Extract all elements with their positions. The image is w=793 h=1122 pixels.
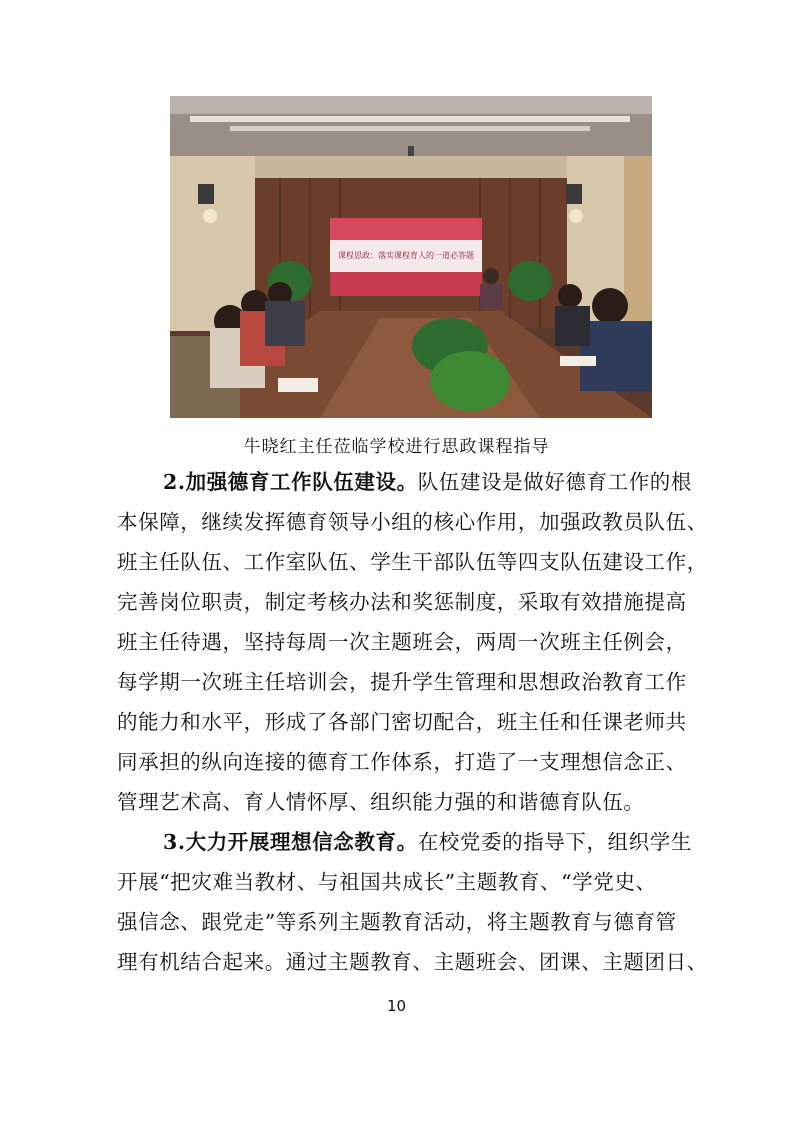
page-number: 10: [386, 997, 407, 1015]
paragraph-line: 完善岗位职责，制定考核办法和奖惩制度，采取有效措施提高: [117, 590, 687, 614]
paragraph-line: 强信念、跟党走”等系列主题教育活动，将主题教育与德育管: [117, 910, 677, 934]
section-3-first-line: [163, 822, 692, 862]
paragraph-line: 开展“把灾难当教材、与祖国共成长”主题教育、“学党史、: [117, 870, 657, 894]
paragraph-line: 班主任待遇，坚持每周一次主题班会，两周一次班主任例会，: [117, 630, 687, 654]
paragraph-line: 管理艺术高、育人情怀厚、组织能力强的和谐德育队伍。: [117, 790, 645, 814]
paragraph-line: 本保障，继续发挥德育领导小组的核心作用，加强政教员队伍、: [117, 510, 708, 534]
section-2-heading: 2.加强德育工作队伍建设。: [163, 470, 418, 494]
meeting-photo: [170, 96, 652, 418]
paragraph-line: 每学期一次班主任培训会，提升学生管理和思想政治教育工作: [117, 670, 687, 694]
screen-title: 课程思政：落实课程育人的一道必答题: [338, 251, 474, 260]
section-2-first-line: [163, 462, 692, 502]
paragraph-line: 同承担的纵向连接的德育工作体系，打造了一支理想信念正、: [117, 750, 687, 774]
section-2-text: 队伍建设是做好德育工作的根: [417, 470, 693, 494]
photo-caption: 牛晓红主任莅临学校进行思政课程指导: [243, 437, 550, 457]
section-3-heading: 3.大力开展理想信念教育。: [163, 830, 418, 854]
paragraph-line: 理有机结合起来。通过主题教育、主题班会、团课、主题团日、: [117, 950, 708, 974]
paragraph-line: 班主任队伍、工作室队伍、学生干部队伍等四支队伍建设工作，: [117, 550, 708, 574]
section-3-text: 在校党委的指导下，组织学生: [417, 830, 693, 854]
paragraph-line: 的能力和水平，形成了各部门密切配合，班主任和任课老师共: [117, 710, 687, 734]
